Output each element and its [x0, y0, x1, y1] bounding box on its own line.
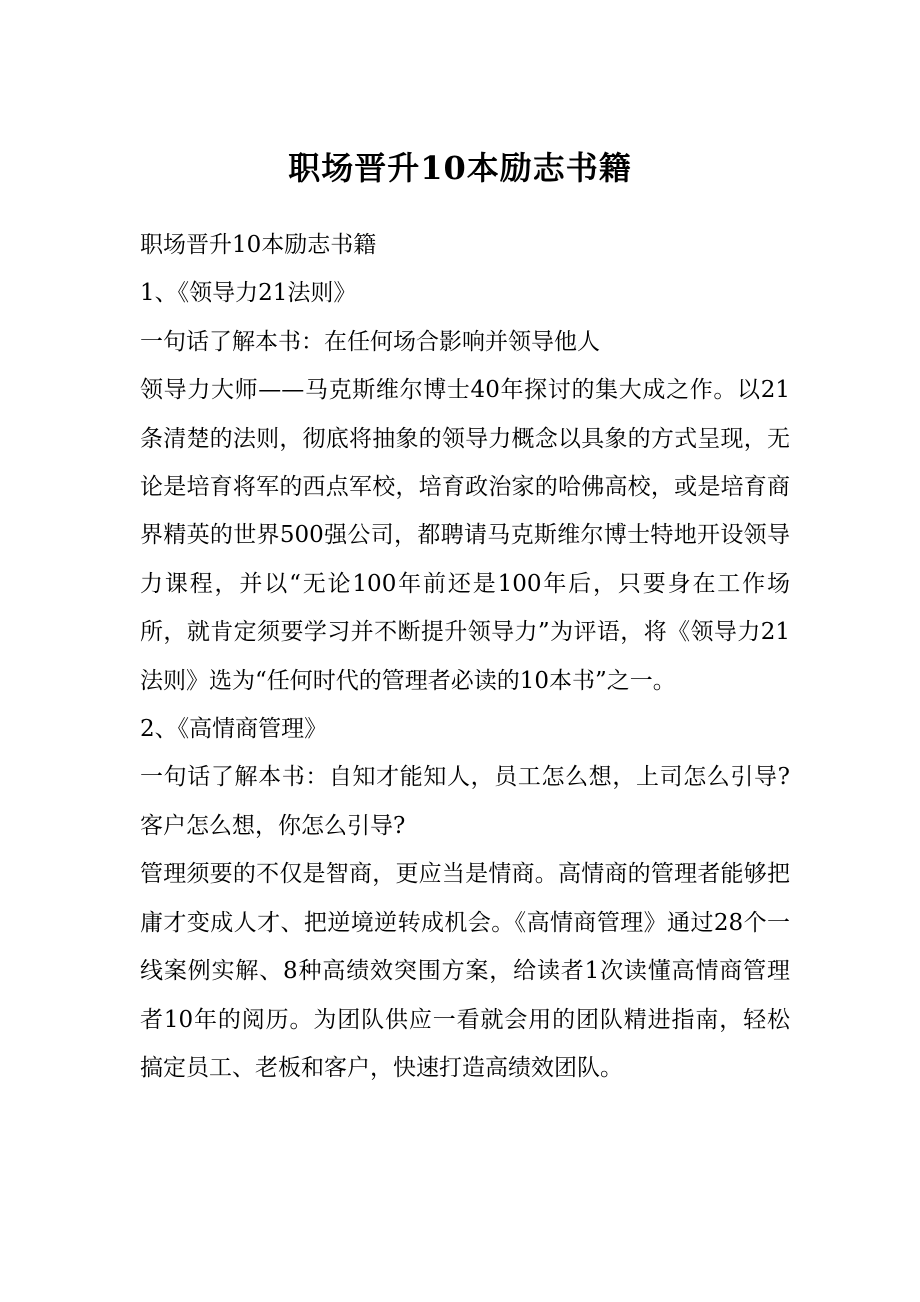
paragraph-book2-description: 管理须要的不仅是智商，更应当是情商。高情商的管理者能够把庸才变成人才、把逆境逆转成机会。《高情商管理》通过28个一线案例实解、8种高绩效突围方案，给读者1次读懂高情商管理者10年的阅历。为团队供应一看就会用的团队精进指南，轻松搞定员工、老板和客户，快速打造高绩效团队。	[140, 861, 790, 1081]
document-body	[140, 221, 790, 1092]
paragraph-book1-description: 领导力大师——马克斯维尔博士40年探讨的集大成之作。以21条清楚的法则，彻底将抽象的领导力概念以具象的方式呈现，无论是培育将军的西点军校，培育政治家的哈佛高校，或是培育商界精英的世界500强公司，都聘请马克斯维尔博士特地开设领导力课程，并以“无论100年前还是100年后，只要身在工作场所，就肯定须要学习并不断提升领导力”为评语，将《领导力21法则》选为“任何时代的管理者必读的10本书”之一。	[140, 377, 790, 694]
paragraph-book1-heading: 1、《领导力21法则》	[140, 280, 357, 307]
paragraph-subtitle: 职场晋升10本励志书籍	[140, 232, 377, 258]
paragraph-book2-heading: 2、《高情商管理》	[140, 716, 328, 743]
paragraph-book1-summary: 一句话了解本书：在任何场合影响并领导他人	[140, 328, 600, 355]
paragraph-book2-summary: 一句话了解本书：自知才能知人，员工怎么想，上司怎么引导?客户怎么想，你怎么引导?	[140, 764, 790, 839]
document-title: 职场晋升10本励志书籍	[288, 149, 632, 187]
